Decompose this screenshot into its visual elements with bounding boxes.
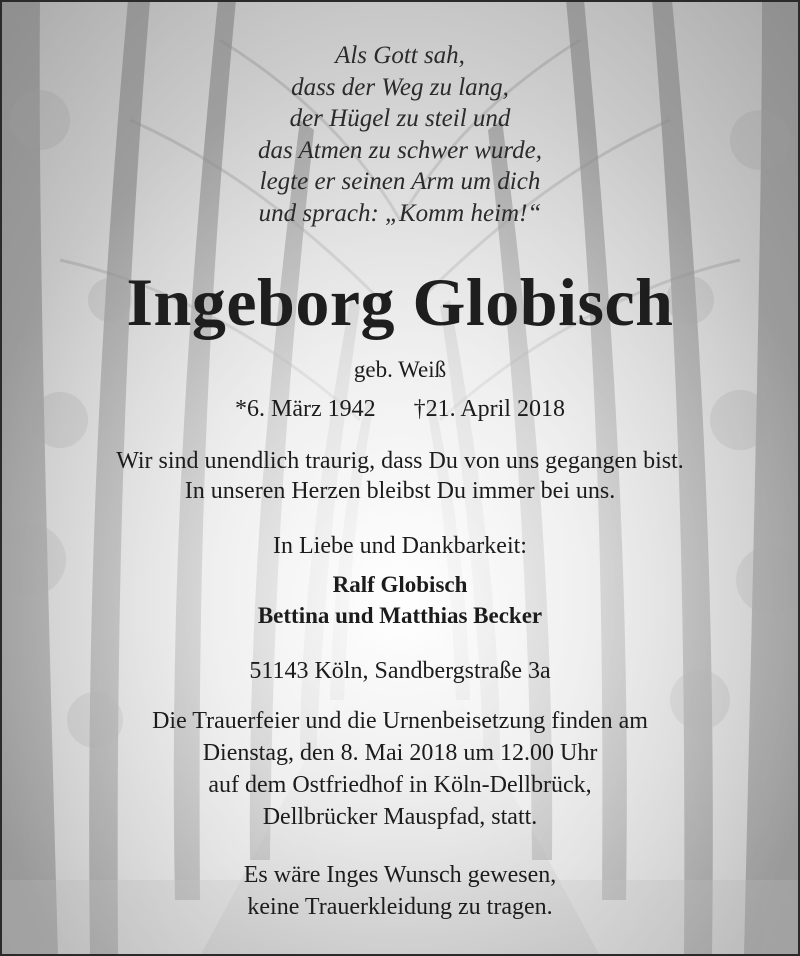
funeral-line: Dienstag, den 8. Mai 2018 um 12.00 Uhr (202, 740, 598, 766)
poem-line: Als Gott sah, (335, 42, 465, 69)
funeral-details (0, 705, 800, 833)
poem-line: legte er seinen Arm um dich (259, 168, 541, 195)
wish-line: keine Trauerkleidung zu tragen. (247, 894, 553, 920)
poem-line: das Atmen zu schwer wurde, (257, 136, 543, 164)
mourners-list (0, 569, 800, 631)
death-cross-icon: † (413, 396, 426, 422)
funeral-line: auf dem Ostfriedhof in Köln-Dellbrück, (208, 772, 592, 798)
message-line: Wir sind unendlich traurig, dass Du von uns gegangen bist. (116, 448, 684, 474)
birth-date: 6. März 1942 (247, 396, 376, 422)
poem (0, 40, 800, 229)
mourning-message (0, 446, 800, 506)
mourner-name: Ralf Globisch (332, 572, 468, 597)
wish-line: Es wäre Inges Wunsch gewesen, (243, 862, 557, 888)
birth-star-icon: * (235, 396, 247, 422)
mourner-name: Bettina und Matthias Becker (257, 603, 543, 628)
dress-wish (0, 859, 800, 923)
funeral-line: Die Trauerfeier und die Urnenbeisetzung finden am (152, 708, 648, 734)
mourner-address: 51143 Köln, Sandbergstraße 3a (249, 658, 551, 684)
message-line: In unseren Herzen bleibst Du immer bei uns. (184, 478, 616, 504)
deceased-name: Ingeborg Globisch (126, 264, 674, 340)
closing-phrase: In Liebe und Dankbarkeit: (273, 533, 527, 559)
life-dates (0, 394, 800, 424)
poem-line: der Hügel zu steil und (289, 105, 511, 132)
funeral-line: Dellbrücker Mauspfad, statt. (262, 804, 538, 830)
poem-line: dass der Weg zu lang, (291, 73, 509, 101)
maiden-name: geb. Weiß (353, 357, 447, 382)
poem-line: und sprach: „Komm heim!“ (258, 199, 542, 227)
death-date: 21. April 2018 (425, 396, 565, 422)
